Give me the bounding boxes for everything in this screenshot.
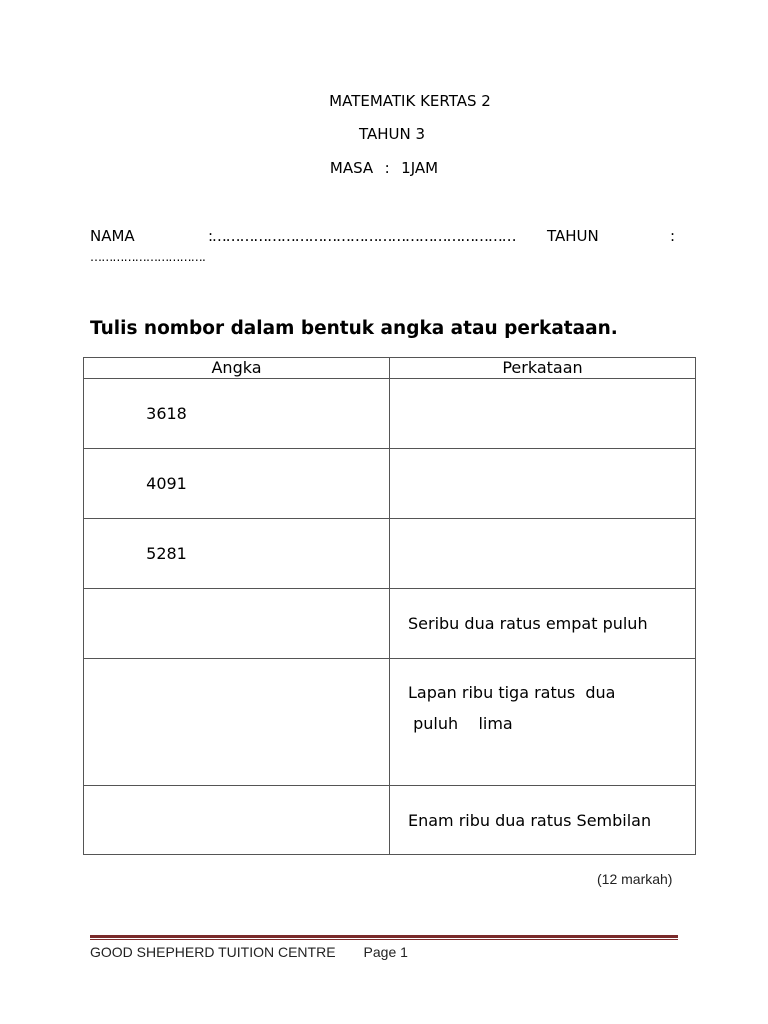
table-row [84,379,696,449]
paper-duration [0,159,768,177]
footer-divider [90,935,678,938]
name-field[interactable]: :………………………………………………………… [208,227,516,245]
class-year-colon: : [670,227,676,245]
duration-label: MASA [329,159,374,177]
page-footer [90,944,408,960]
student-info-row [90,227,680,247]
paper-title: MATEMATIK KERTAS 2 [329,92,491,110]
table-header-row [84,358,696,379]
class-year-field[interactable]: …………………………. [90,250,206,264]
table-row [84,786,696,855]
angka-value: 5281 [146,544,187,563]
table-row [84,589,696,659]
perkataan-cell [390,659,696,786]
angka-value: 3618 [146,404,187,423]
angka-cell [84,519,390,589]
class-year-label: TAHUN [547,227,599,245]
angka-answer-cell[interactable] [84,659,390,786]
perkataan-answer-cell[interactable] [390,449,696,519]
answer-table [83,357,696,855]
table-row [84,519,696,589]
footer-centre-name: GOOD SHEPHERD TUITION CENTRE [90,944,336,960]
perkataan-line: puluh lima [408,714,513,733]
angka-value: 4091 [146,474,187,493]
angka-answer-cell[interactable] [84,589,390,659]
perkataan-cell: Enam ribu dua ratus Sembilan [390,786,696,855]
table-row [84,449,696,519]
perkataan-cell: Seribu dua ratus empat puluh [390,589,696,659]
footer-page-number: Page 1 [363,944,408,960]
column-header-perkataan: Perkataan [390,358,696,379]
footer-divider-thin [90,939,678,940]
question-instruction: Tulis nombor dalam bentuk angka atau perkataan. [90,318,618,339]
duration-value: 1JAM [401,159,439,177]
duration-separator: : [384,159,390,177]
column-header-angka: Angka [84,358,390,379]
angka-cell [84,379,390,449]
paper-year: TAHUN 3 [358,125,426,143]
angka-answer-cell[interactable] [84,786,390,855]
perkataan-answer-cell[interactable] [390,379,696,449]
table-row [84,659,696,786]
angka-cell [84,449,390,519]
perkataan-answer-cell[interactable] [390,519,696,589]
name-label: NAMA [90,227,135,245]
marks-allocation: (12 markah) [597,871,673,887]
perkataan-line: Lapan ribu tiga ratus dua [408,683,616,702]
